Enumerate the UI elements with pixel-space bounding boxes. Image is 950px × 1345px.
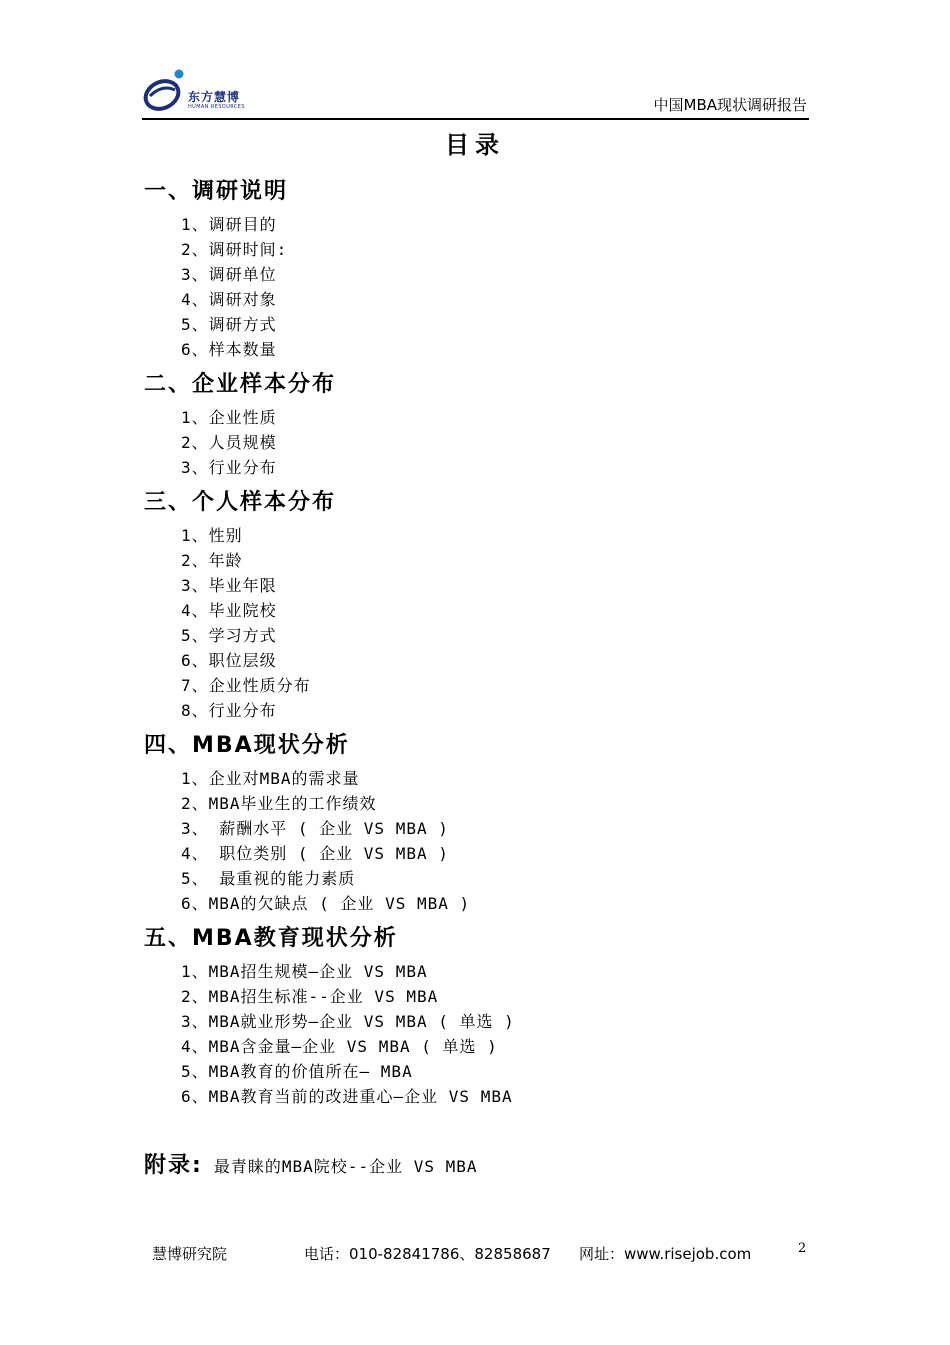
page-header (142, 64, 809, 120)
toc-item[interactable]: 5、 最重视的能力素质 (181, 869, 356, 888)
section-items (144, 405, 824, 480)
toc-section-4 (144, 726, 824, 916)
toc-section-3 (144, 483, 824, 723)
toc-item[interactable]: 4、毕业院校 (181, 601, 277, 620)
appendix-label: 附录: (144, 1153, 203, 1178)
toc-item[interactable]: 2、人员规模 (181, 433, 277, 452)
footer-phone: 电话：010-82841786、82858687 (304, 1245, 551, 1263)
toc-item[interactable]: 6、样本数量 (181, 340, 277, 359)
toc-item[interactable]: 3、毕业年限 (181, 576, 277, 595)
toc-item[interactable]: 4、调研对象 (181, 290, 277, 309)
toc-item[interactable]: 3、 薪酬水平 ( 企业 VS MBA ) (181, 819, 449, 838)
toc-item[interactable]: 5、学习方式 (181, 626, 277, 645)
logo-icon (142, 66, 188, 114)
section-items (144, 959, 824, 1109)
toc-item[interactable]: 3、调研单位 (181, 265, 277, 284)
table-of-contents (144, 172, 824, 1112)
appendix (144, 1148, 478, 1179)
logo-english-text: HUMAN RESOURCES (188, 104, 245, 110)
toc-item[interactable]: 4、 职位类别 ( 企业 VS MBA ) (181, 844, 449, 863)
toc-item[interactable]: 2、MBA招生标准--企业 VS MBA (181, 987, 439, 1006)
toc-item[interactable]: 4、MBA含金量—企业 VS MBA ( 单选 ) (181, 1037, 498, 1056)
toc-section-1 (144, 172, 824, 362)
company-logo (142, 66, 252, 114)
toc-item[interactable]: 6、职位层级 (181, 651, 277, 670)
toc-section-2 (144, 365, 824, 480)
toc-item[interactable]: 6、MBA的欠缺点 ( 企业 VS MBA ) (181, 894, 471, 913)
section-title: 一、调研说明 (144, 179, 289, 204)
toc-item[interactable]: 5、调研方式 (181, 315, 277, 334)
toc-item[interactable]: 1、性别 (181, 526, 243, 545)
toc-item[interactable]: 3、MBA就业形势—企业 VS MBA ( 单选 ) (181, 1012, 515, 1031)
toc-item[interactable]: 6、MBA教育当前的改进重心—企业 VS MBA (181, 1087, 513, 1106)
toc-item[interactable]: 2、MBA毕业生的工作绩效 (181, 794, 377, 813)
section-title: 三、个人样本分布 (144, 490, 337, 515)
report-title: 中国MBA现状调研报告 (653, 96, 807, 114)
section-items (144, 523, 824, 723)
section-items (144, 766, 824, 916)
toc-item[interactable]: 1、企业性质 (181, 408, 277, 427)
toc-item[interactable]: 8、行业分布 (181, 701, 277, 720)
page-footer (152, 1243, 812, 1267)
section-items (144, 212, 824, 362)
toc-item[interactable]: 3、行业分布 (181, 458, 277, 477)
toc-item[interactable]: 5、MBA教育的价值所在— MBA (181, 1062, 413, 1081)
toc-item[interactable]: 2、年龄 (181, 551, 243, 570)
logo-chinese-text: 东方慧博 (188, 90, 241, 104)
appendix-item[interactable]: 最青睐的MBA院校--企业 VS MBA (213, 1157, 478, 1176)
toc-item[interactable]: 1、调研目的 (181, 215, 277, 234)
toc-item[interactable]: 1、企业对MBA的需求量 (181, 769, 360, 788)
toc-item[interactable]: 2、调研时间: (181, 240, 288, 259)
footer-website[interactable]: 网址：www.risejob.com (579, 1245, 752, 1263)
section-title: 二、企业样本分布 (144, 372, 337, 397)
toc-title: 目录 (445, 131, 505, 159)
section-title: 五、MBA教育现状分析 (144, 926, 398, 951)
footer-organization: 慧博研究院 (152, 1245, 228, 1263)
toc-section-5 (144, 919, 824, 1109)
page-number: 2 (798, 1241, 807, 1256)
section-title: 四、MBA现状分析 (144, 733, 350, 758)
toc-item[interactable]: 7、企业性质分布 (181, 676, 311, 695)
toc-item[interactable]: 1、MBA招生规模—企业 VS MBA (181, 962, 428, 981)
